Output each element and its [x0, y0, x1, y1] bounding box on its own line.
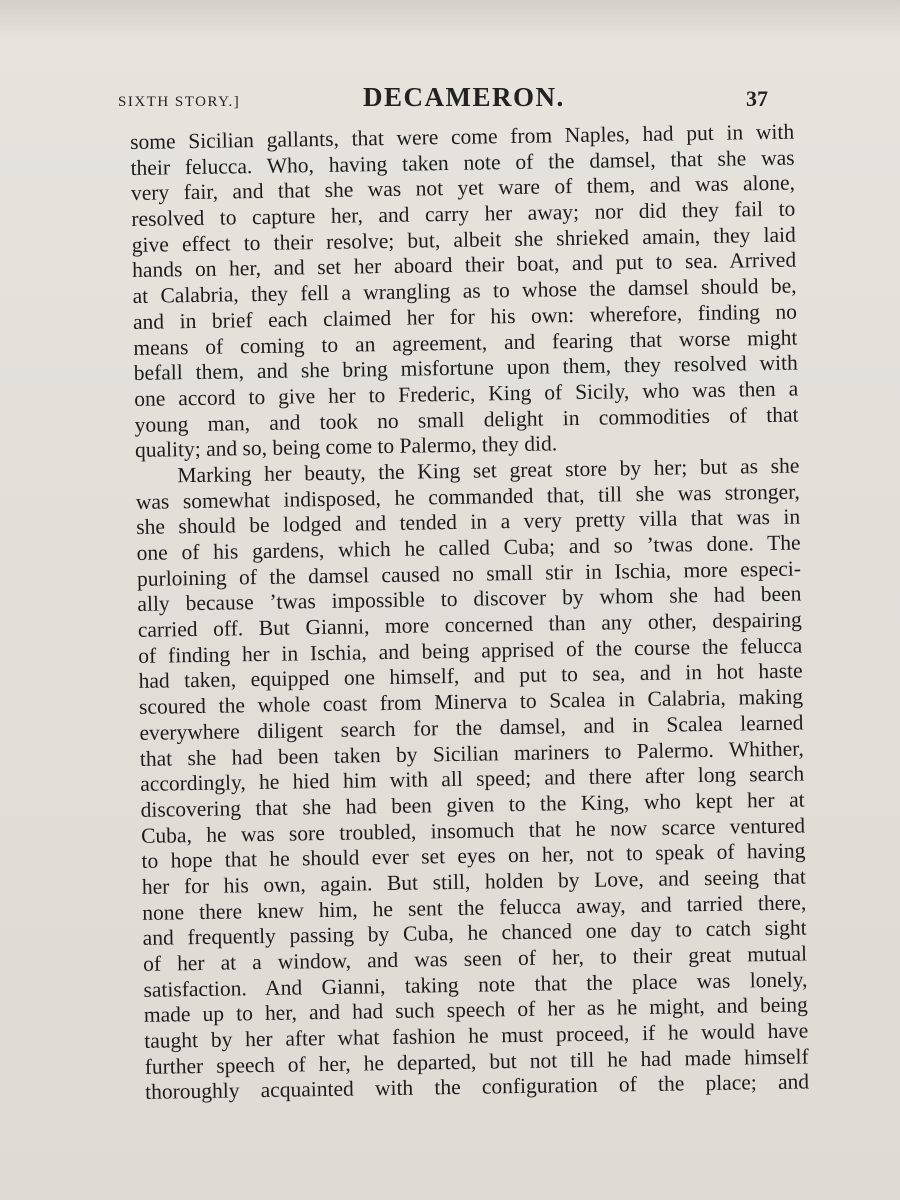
- text-line: their felucca. Who, having taken note of the damsel, that she was: [130, 145, 795, 180]
- text-line: she should be lodged and tended in a very pretty villa that was in: [136, 504, 801, 540]
- text-line: made up to her, and had such speech of her as he might, and being: [143, 992, 809, 1028]
- text-line: to hope that he should ever set eyes on her, not to speak of having: [141, 838, 806, 874]
- running-head: [118, 82, 768, 118]
- body-text: [130, 120, 809, 1106]
- text-line: resolved to capture her, and carry her away; nor did they fail to: [131, 196, 796, 232]
- text-line: had taken, equipped one himself, and put to sea, and in hot haste: [138, 658, 803, 694]
- text-line: quality; and so, being come to Palermo, they did.: [134, 431, 558, 463]
- text-line: young man, and took no small delight in commodities of that: [134, 402, 799, 437]
- text-line: that she had been taken by Sicilian mariners to Palermo. Whither,: [139, 735, 804, 771]
- text-line: was somewhat indisposed, he commanded that, till she was stronger,: [135, 479, 800, 514]
- text-line: accordingly, he hied him with all speed; and there after long search: [140, 761, 805, 797]
- running-head-title: DECAMERON.: [363, 82, 565, 112]
- text-line: taught by her after what fashion he must proceed, if he would have: [144, 1018, 809, 1053]
- running-head-section: SIXTH STORY.]: [118, 94, 241, 110]
- text-line: befall them, and she bring misfortune upon them, they resolved with: [133, 350, 798, 386]
- text-line: further speech of her, he departed, but not till he had made himself: [144, 1044, 809, 1079]
- text-line: some Sicilian gallants, that were come from Naples, had put in with: [130, 119, 795, 154]
- text-line: Marking her beauty, the King set great store by her; but as she: [177, 453, 800, 488]
- text-line: means of coming to an agreement, and fearing that worse might: [133, 325, 798, 360]
- text-line: and in brief each claimed her for his own: wherefore, finding no: [132, 299, 798, 334]
- page-edge-shadow: [0, 0, 900, 40]
- text-line: ally because ’twas impossible to discover by whom she had been: [137, 581, 802, 617]
- text-line: of her at a window, and was seen of her, to their great mutual: [142, 941, 808, 976]
- text-line: one accord to give her to Frederic, King of Sicily, who was then a: [134, 376, 799, 411]
- text-line: satisfaction. And Gianni, taking note that the place was lonely,: [143, 967, 808, 1002]
- text-line: discovering that she had been given to the King, who kept her at: [140, 787, 805, 822]
- text-line: her for his own, again. But still, holden by Love, and seeing that: [141, 864, 806, 899]
- text-line: of finding her in Ischia, and being apprised of the course the felucca: [138, 633, 803, 668]
- text-line: give effect to their resolve; but, albeit she shrieked amain, they laid: [131, 222, 796, 257]
- text-line: and frequently passing by Cuba, he chanced one day to catch sight: [142, 915, 807, 951]
- text-line: hands on her, and set her aboard their boat, and put to sea. Arrived: [132, 247, 797, 283]
- text-line: at Calabria, they fell a wrangling as to whose the damsel should be,: [132, 273, 797, 309]
- text-line: everywhere diligent search for the damsel, and in Scalea learned: [139, 710, 804, 745]
- text-line: none there knew him, he sent the felucca away, and tarried there,: [142, 890, 807, 925]
- text-line: thoroughly acquainted with the configuration of the place; and: [144, 1069, 810, 1105]
- text-line: very fair, and that she was not yet ware of them, and was alone,: [130, 170, 796, 206]
- text-line: carried off. But Gianni, more concerned than any other, despairing: [137, 607, 802, 642]
- text-line: scoured the whole coast from Minerva to Scalea in Calabria, making: [138, 684, 804, 720]
- page-number: 37: [746, 86, 768, 111]
- text-line: Cuba, he was sore troubled, insomuch that he now scarce ventured: [140, 813, 806, 848]
- text-line: one of his gardens, which he called Cuba; and so ’twas done. The: [136, 530, 801, 565]
- text-line: purloining of the damsel caused no small stir in Ischia, more especi-: [136, 556, 802, 591]
